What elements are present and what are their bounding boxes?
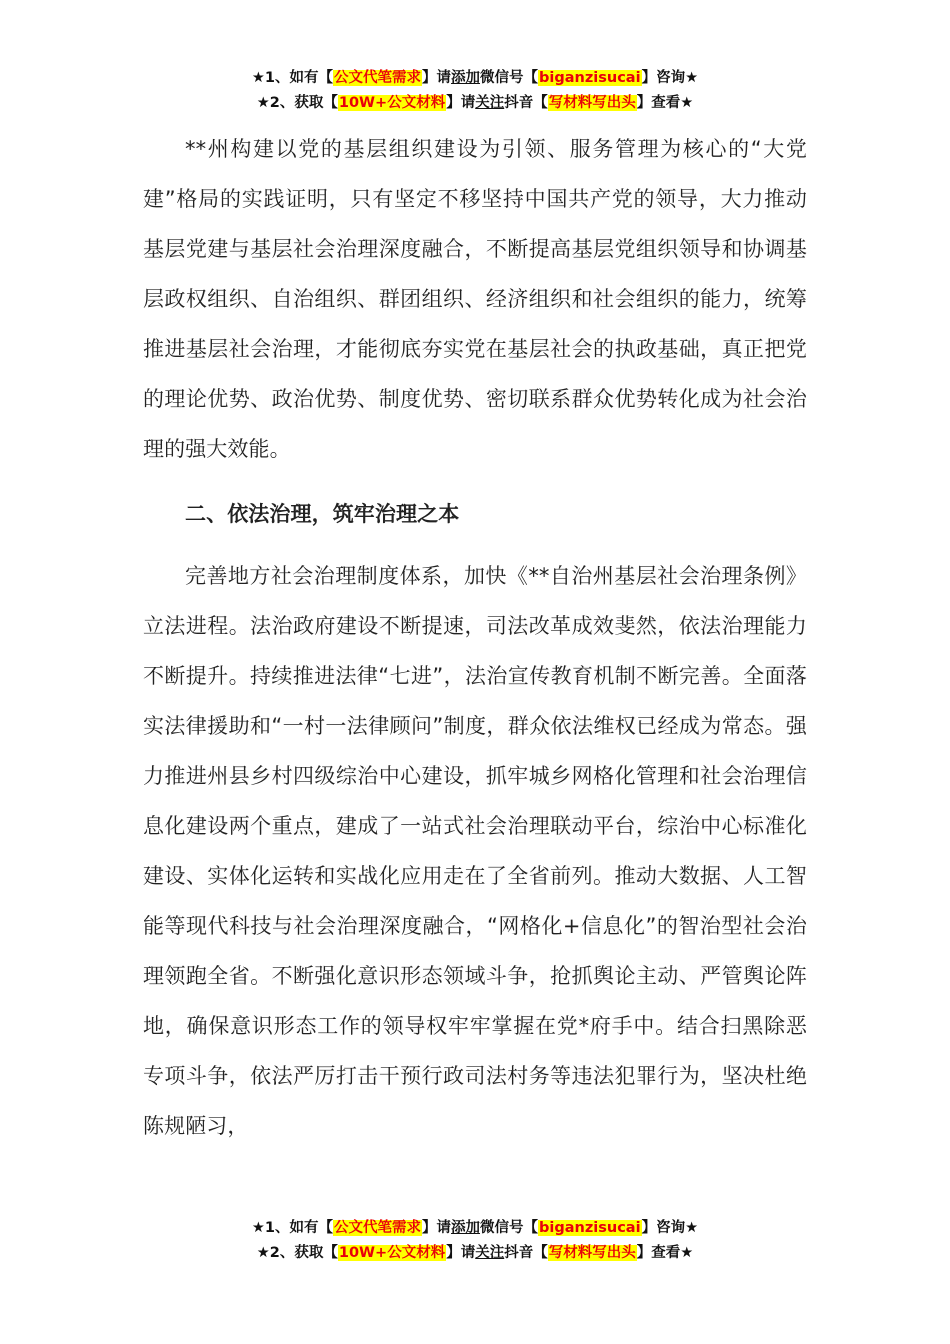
- highlight-service: 公文代笔需求: [334, 70, 422, 86]
- highlight-douyin: 写材料写出头: [548, 95, 636, 111]
- highlight-wechat-id: biganzisucai: [539, 1220, 641, 1236]
- promo-line-2: ★2、获取【10W+公文材料】请关注抖音【写材料写出头】查看★: [256, 1245, 694, 1261]
- section-heading: 二、依法治理，筑牢治理之本: [185, 502, 460, 526]
- paragraph: 完善地方社会治理制度体系，加快《**自治州基层社会治理条例》立法进程。法治政府建设不断提速，司法改革成效斐然，依法治理能力不断提升。持续推进法律“七进”，法治宣传教育机制不断完善。全面落实法律援助和“一村一法律顾问”制度，群众依法维权已经成为常态。强力推进州县乡村四级综治中心建设，抓牢城乡网格化管理和社会治理信息化建设两个重点，建成了一站式社会治理联动平台，综治中心标准化建设、实体化运转和实战化应用走在了全省前列。推动大数据、人工智能等现代科技与社会治理深度融合，“网格化+信息化”的智治型社会治理领跑全省。不断强化意识形态领域斗争，抢抓舆论主动、严管舆论阵地，确保意识形态工作的领导权牢牢掌握在党*府手中。结合扫黑除恶专项斗争，依法严厉打击干预行政司法村务等违法犯罪行为，坚决杜绝陈规陋习，: [143, 564, 807, 1138]
- promo-line-2: ★2、获取【10W+公文材料】请关注抖音【写材料写出头】查看★: [256, 95, 694, 111]
- highlight-wechat-id: biganzisucai: [539, 70, 641, 86]
- highlight-service: 公文代笔需求: [334, 1220, 422, 1236]
- promo-line-1: ★1、如有【公文代笔需求】请添加微信号【biganzisucai】咨询★: [251, 70, 699, 86]
- promo-line-1: ★1、如有【公文代笔需求】请添加微信号【biganzisucai】咨询★: [251, 1220, 699, 1236]
- highlight-materials: 10W+公文材料: [338, 95, 446, 111]
- document-body: [143, 124, 807, 1151]
- highlight-materials: 10W+公文材料: [338, 1245, 446, 1261]
- highlight-douyin: 写材料写出头: [548, 1245, 636, 1261]
- header-promo: [0, 66, 950, 116]
- footer-promo: [0, 1216, 950, 1266]
- paragraph: **州构建以党的基层组织建设为引领、服务管理为核心的“大党建”格局的实践证明，只有坚定不移坚持中国共产党的领导，大力推动基层党建与基层社会治理深度融合，不断提高基层党组织领导和协调基层政权组织、自治组织、群团组织、经济组织和社会组织的能力，统筹推进基层社会治理，才能彻底夯实党在基层社会的执政基础，真正把党的理论优势、政治优势、制度优势、密切联系群众优势转化成为社会治理的强大效能。: [143, 137, 807, 461]
